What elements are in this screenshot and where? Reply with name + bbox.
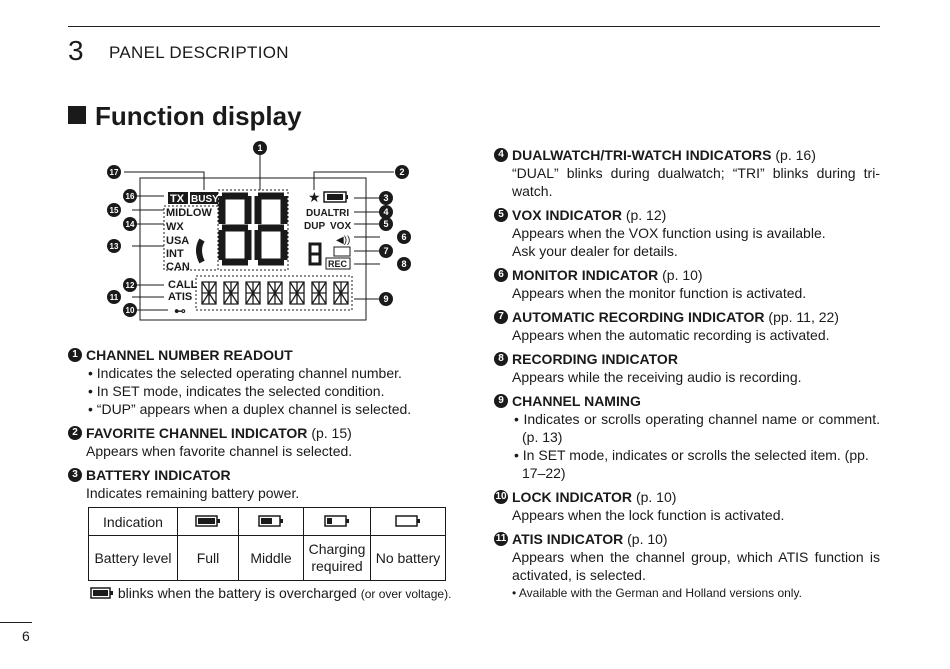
bullet: • Indicates or scrolls operating channel name or comment. (p. 13)	[514, 411, 880, 445]
item-text: “DUAL” blinks during dualwatch; “TRI” blinks during tri-watch.	[512, 165, 880, 199]
callout-3: 3	[383, 193, 389, 203]
battery-middle-icon	[239, 508, 304, 536]
item-number: 11	[495, 533, 507, 544]
item-channel-readout	[68, 346, 448, 418]
table-row-label: Battery level	[89, 536, 178, 581]
top-rule	[68, 26, 880, 27]
item-title: BATTERY INDICATOR	[86, 467, 231, 483]
item-title: LOCK INDICATOR	[512, 489, 633, 505]
item-ref: (p. 12)	[625, 207, 667, 223]
battery-full-icon	[178, 508, 239, 536]
item-text: Ask your dealer for details.	[512, 243, 678, 259]
battery-note-small: (or over voltage).	[360, 587, 452, 601]
item-number: 3	[68, 468, 82, 482]
item-text: Appears when the monitor function is activated.	[512, 285, 807, 301]
item-number: 5	[494, 208, 508, 222]
tx-label: TX	[170, 193, 185, 205]
callout-8: 8	[401, 259, 407, 269]
chapter-title: PANEL DESCRIPTION	[109, 43, 289, 62]
bullet: • “DUP” appears when a duplex channel is selected.	[88, 401, 412, 417]
function-display-diagram	[104, 140, 420, 326]
item-note: • Available with the German and Holland versions only.	[512, 586, 802, 600]
battery-level-none: No battery	[371, 536, 446, 581]
usa-label: USA	[166, 235, 190, 247]
item-recording	[494, 350, 880, 386]
item-lock	[494, 488, 880, 524]
callout-4: 4	[383, 207, 389, 217]
table-header-indication: Indication	[89, 508, 178, 536]
item-text: Appears when the lock function is activated.	[512, 507, 785, 523]
item-title: AUTOMATIC RECORDING INDICATOR	[512, 309, 765, 325]
item-vox	[494, 206, 880, 260]
call-label: CALL	[168, 279, 198, 291]
star-icon: ★	[308, 189, 321, 205]
item-ref: (p. 15)	[311, 425, 352, 441]
item-number: 4	[494, 148, 508, 162]
callout-1: 1	[257, 143, 263, 153]
item-ref: (p. 10)	[627, 531, 668, 547]
callout-7: 7	[383, 246, 389, 256]
bullet: • Indicates the selected operating channel number.	[88, 365, 402, 381]
item-text: Appears when the VOX function using is available.	[512, 225, 826, 241]
item-title: DUALWATCH/TRI-WATCH INDICATORS	[512, 147, 772, 163]
battery-full-icon	[90, 587, 114, 599]
item-number: 8	[494, 352, 508, 366]
item-text: Appears while the receiving audio is recording.	[512, 369, 802, 385]
dualtri-label: DUALTRI	[306, 208, 350, 219]
right-descriptions	[494, 146, 880, 608]
callout-14: 14	[125, 220, 135, 229]
speaker-icon: ◀))	[336, 235, 351, 246]
item-favorite-channel	[68, 424, 448, 460]
item-monitor	[494, 266, 880, 302]
item-number: 10	[495, 491, 507, 502]
item-ref: (p. 16)	[775, 147, 816, 163]
item-title: VOX INDICATOR	[512, 207, 622, 223]
item-title: RECORDING INDICATOR	[512, 351, 678, 367]
battery-low-icon	[304, 508, 371, 536]
bullet: • In SET mode, indicates or scrolls the selected item. (pp. 17–22)	[514, 447, 869, 481]
key-icon: ⊷	[174, 304, 186, 318]
item-number: 2	[68, 426, 82, 440]
battery-level-middle: Middle	[239, 536, 304, 581]
item-channel-naming	[494, 392, 880, 482]
item-text: Appears when the automatic recording is activated.	[512, 327, 830, 343]
battery-table	[88, 507, 446, 581]
auto-record-icon	[334, 247, 350, 256]
battery-note	[90, 584, 451, 603]
callout-9: 9	[383, 294, 389, 304]
battery-note-text: blinks when the battery is overcharged	[117, 585, 357, 601]
item-number: 9	[494, 394, 508, 408]
battery-empty-icon	[371, 508, 446, 536]
section-title-text: Function display	[95, 101, 302, 131]
battery-level-charging: Charging required	[304, 536, 371, 581]
item-title: CHANNEL NAMING	[512, 393, 641, 409]
item-number: 1	[68, 348, 82, 362]
item-battery	[68, 466, 448, 502]
item-dualwatch	[494, 146, 880, 200]
battery-level-full: Full	[178, 536, 239, 581]
item-ref: (p. 10)	[662, 267, 703, 283]
callout-13: 13	[109, 242, 119, 251]
item-ref: (p. 10)	[635, 489, 677, 505]
item-title: ATIS INDICATOR	[512, 531, 624, 547]
item-text: Indicates remaining battery power.	[86, 485, 300, 501]
vox-label: VOX	[330, 221, 352, 232]
callout-17: 17	[109, 168, 119, 177]
callout-15: 15	[109, 206, 119, 215]
midlow-label: MIDLOW	[166, 207, 212, 219]
can-label: CAN	[166, 261, 190, 273]
callout-6: 6	[401, 232, 407, 242]
bottom-rule	[0, 622, 32, 623]
callout-12: 12	[125, 281, 135, 290]
section-title	[68, 100, 302, 132]
busy-label: BUSY	[191, 194, 219, 205]
callout-5: 5	[383, 219, 389, 229]
item-title: FAVORITE CHANNEL INDICATOR	[86, 425, 308, 441]
item-number: 7	[494, 310, 508, 324]
item-title: CHANNEL NUMBER READOUT	[86, 347, 293, 363]
item-auto-recording	[494, 308, 880, 344]
bullet: • In SET mode, indicates the selected condition.	[88, 383, 385, 399]
item-text: Appears when favorite channel is selected.	[86, 443, 353, 459]
callout-16: 16	[125, 192, 135, 201]
wx-label: WX	[166, 221, 184, 233]
channel-name-segments	[202, 282, 348, 304]
chapter-number: 3	[68, 35, 84, 66]
item-atis	[494, 530, 880, 602]
callout-10: 10	[125, 306, 135, 315]
callout-2: 2	[399, 167, 405, 177]
item-ref: (pp. 11, 22)	[768, 309, 839, 325]
int-label: INT	[166, 248, 184, 260]
item-number: 6	[494, 268, 508, 282]
dup-label: DUP	[304, 221, 326, 232]
rec-label: REC	[328, 259, 348, 269]
item-text: Appears when the channel group, which ATIS function is activated, is selected.	[512, 549, 880, 583]
item-title: MONITOR INDICATOR	[512, 267, 659, 283]
page-number: 6	[22, 628, 30, 644]
left-descriptions	[68, 346, 448, 508]
square-bullet-icon	[68, 106, 86, 124]
atis-label: ATIS	[168, 291, 193, 303]
callout-11: 11	[109, 293, 119, 302]
